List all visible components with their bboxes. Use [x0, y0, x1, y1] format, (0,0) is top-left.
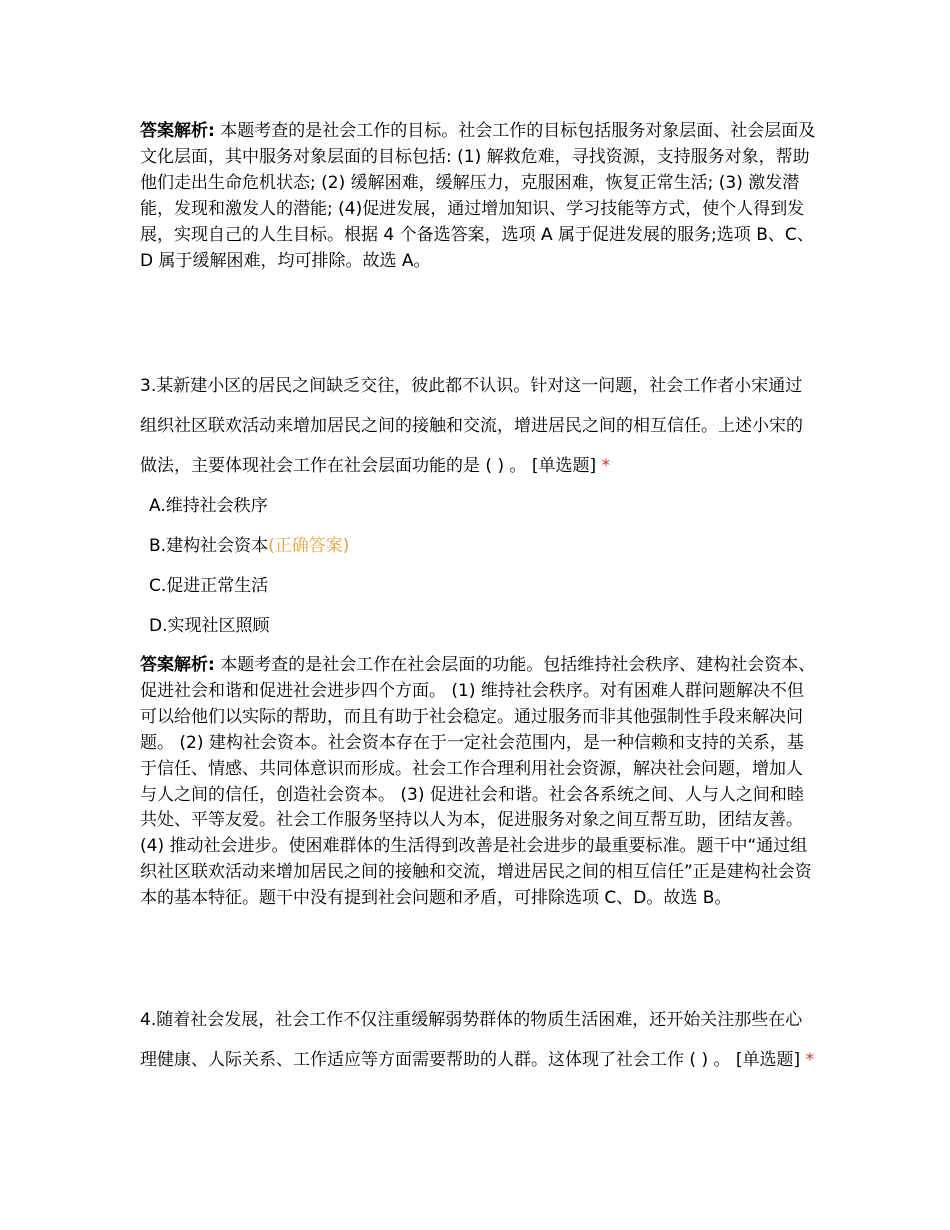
- option-a: [149, 494, 268, 518]
- correct-answer-tag: (正确答案): [268, 536, 350, 556]
- analysis-text: 本题考查的是社会工作在社会层面的功能。包括维持社会秩序、建构社会资本、促进社会和谐和促进社会进步四个方面。 (1) 维持社会秩序。对有困难人群问题解决不但可以给他们以实际的帮助，而且有助于社会稳定。通过服务而非其他强制性手段来解决问题。 (2) 建构社会资本。社会资本存在于一定社会范围内，是一种信赖和支持的关系，基于信任、情感、共同体意识而形成。社会工作合理利用社会资源，解决社会问题，增加人与人之间的信任，创造社会资本。 (3) 促进社会和谐。社会各系统之间、人与人之间和睦共处、平等友爱。社会工作服务坚持以人为本，促进服务对象之间互帮互助，团结友善。 (4) 推动社会进步。使困难群体的生活得到改善是社会进步的最重要标准。题干中“通过组织社区联欢活动来增加居民之间的接触和交流，增进居民之间的相互信任”正是建构社会资本的基本特征。题干中没有提到社会问题和矛盾，可排除选项 C、D。故选 B。: [140, 655, 816, 909]
- option-a-text: A.维持社会秩序: [149, 496, 268, 516]
- option-b: [149, 534, 349, 558]
- option-b-text: B.建构社会资本: [149, 536, 269, 556]
- analysis-text: 本题考查的是社会工作的目标。社会工作的目标包括服务对象层面、社会层面及文化层面，其中服务对象层面的目标包括: (1) 解救危难，寻找资源，支持服务对象，帮助他们走出生命危机状态; (2) 缓解困难，缓解压力，克服困难，恢复正常生活; (3) 激发潜能，发现和激发人的潜能; (4)促进发展，通过增加知识、学习技能等方式，使个人得到发展，实现自己的人生目标。根据 4 个备选答案，选项 A 属于促进发展的服务;选项 B、C、D 属于缓解困难，均可排除。故选 A。: [140, 121, 816, 271]
- option-d: [149, 614, 270, 638]
- required-mark: *: [601, 456, 611, 476]
- question-3: [140, 366, 816, 486]
- question-4: [140, 1000, 816, 1080]
- question-3-text: 3.某新建小区的居民之间缺乏交往，彼此都不认识。针对这一问题，社会工作者小宋通过组织社区联欢活动来增加居民之间的接触和交流，增进居民之间的相互信任。上述小宋的做法，主要体现社会工作在社会层面功能的是 ( ) 。 [单选题]: [140, 376, 803, 476]
- analysis-label: 答案解析:: [140, 121, 215, 141]
- option-c-text: C.促进正常生活: [149, 576, 269, 596]
- option-d-text: D.实现社区照顾: [149, 616, 270, 636]
- question-4-text: 4.随着社会发展，社会工作不仅注重缓解弱势群体的物质生活困难，还开始关注那些在心理健康、人际关系、工作适应等方面需要帮助的人群。这体现了社会工作 ( ) 。 [单选题]: [140, 1010, 803, 1070]
- answer-analysis-block-1: [140, 119, 816, 274]
- answer-analysis-block-2: [140, 653, 816, 912]
- option-c: [149, 574, 268, 598]
- analysis-label: 答案解析:: [140, 655, 215, 675]
- required-mark: *: [805, 1050, 815, 1070]
